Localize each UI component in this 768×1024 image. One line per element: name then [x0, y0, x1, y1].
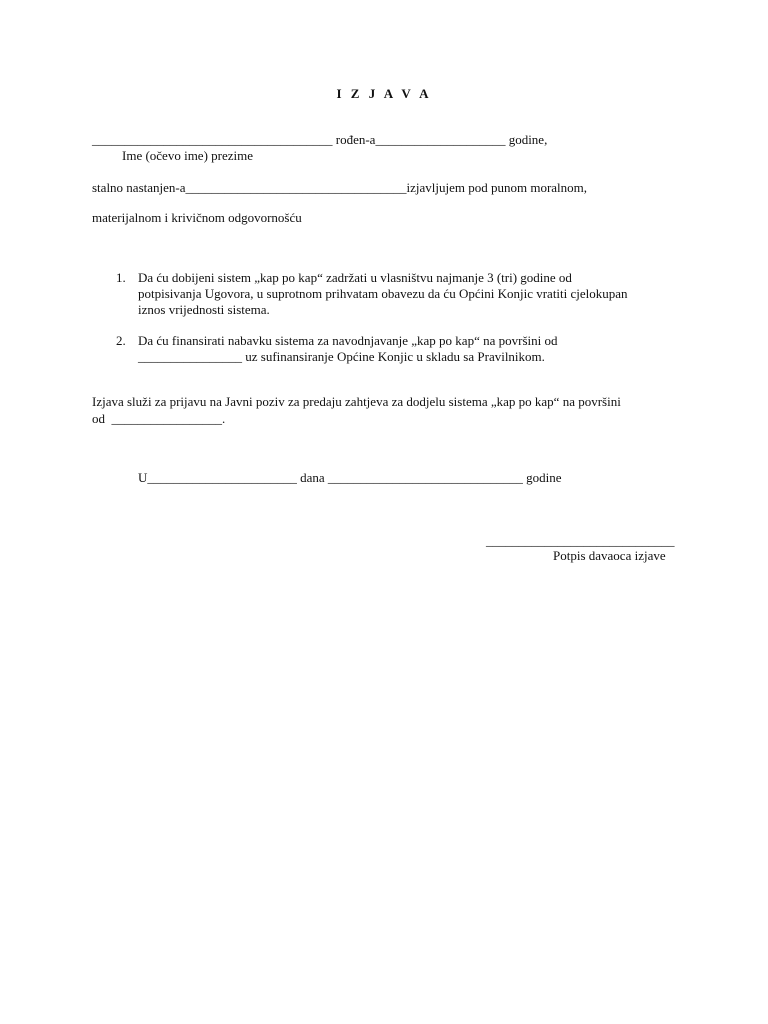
name-birth-line: _____________________________________ rođen-a____________________ godine, [92, 132, 548, 147]
purpose-line: od _________________. [92, 411, 226, 426]
list-item-number: 1. [116, 270, 126, 285]
place-date-line: U_______________________ dana ______________________________ godine [138, 470, 562, 485]
name-caption: Ime (očevo ime) prezime [122, 148, 254, 163]
residence-line: stalno nastanjen-a__________________________________izjavljujem pod punom moralnom, [92, 180, 588, 195]
list-item-line: iznos vrijednosti sistema. [138, 302, 270, 317]
list-item-number: 2. [116, 333, 126, 348]
purpose-line: Izjava služi za prijavu na Javni poziv za predaju zahtjeva za dodjelu sistema „kap po kap“ na površini [92, 394, 621, 409]
list-item-line: Da ću finansirati nabavku sistema za navodnjavanje „kap po kap“ na površini od [138, 333, 558, 348]
signature-label: Potpis davaoca izjave [553, 548, 666, 563]
list-item-line: Da ću dobijeni sistem „kap po kap“ zadržati u vlasništvu najmanje 3 (tri) godine od [138, 270, 572, 285]
document-title: I Z J A V A [336, 86, 432, 101]
signature-line: _____________________________ [486, 533, 675, 548]
responsibility-line: materijalnom i krivičnom odgovornošću [92, 210, 302, 225]
list-item-line: ________________ uz sufinansiranje Općine Konjic u skladu sa Pravilnikom. [138, 349, 545, 364]
list-item-line: potpisivanja Ugovora, u suprotnom prihvatam obavezu da ću Općini Konjic vratiti cjelokupan [138, 286, 628, 301]
